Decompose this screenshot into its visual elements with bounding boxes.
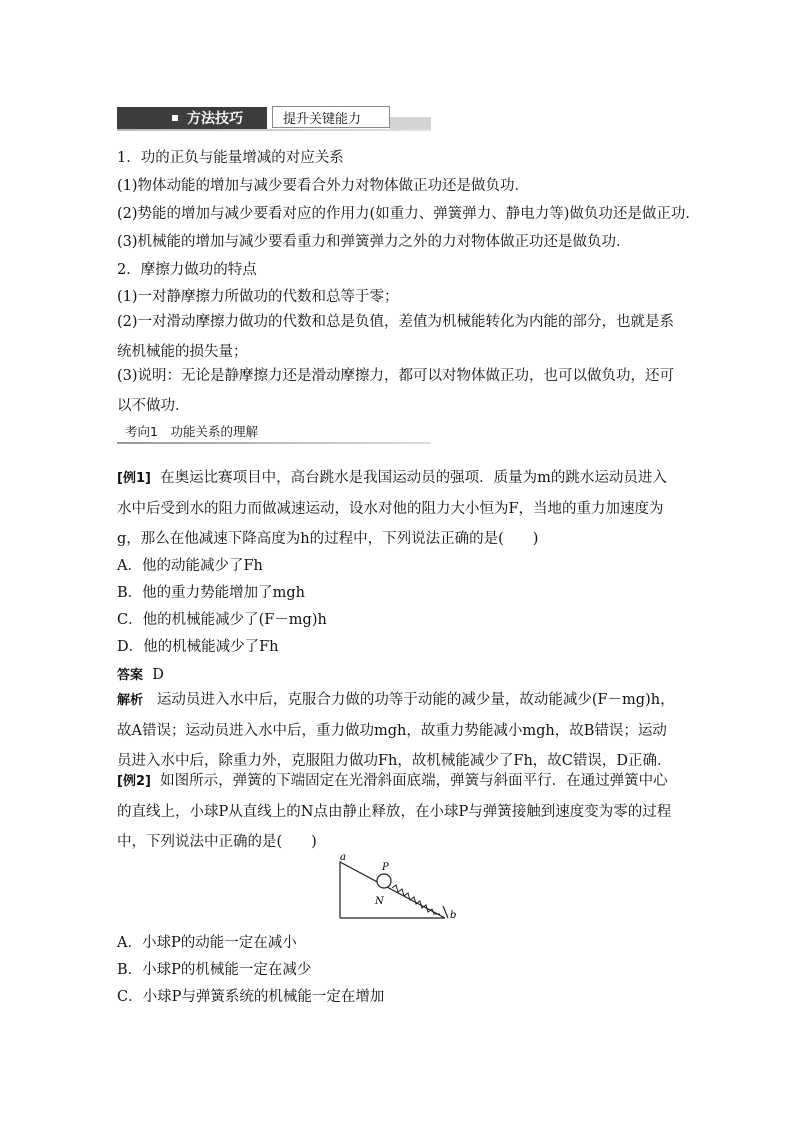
section-subtitle-box [272,106,390,128]
analysis-text: 运动员进入水中后，克服合力做的功等于动能的减少量，故动能减少(F－mg)h，故A错误；运动员进入水中后，重力做功mgh，故重力势能减小mgh，故B错误；运动员进入水中后，除重力外，克服阻力做功Fh，故机械能减少了Fh，故C错误，D正确． [117,692,675,769]
example1-option-b: B．他的重力势能增加了mgh [117,585,306,601]
answer-value: D [152,667,164,683]
direction-header [117,422,431,444]
example1-analysis [117,685,679,776]
section-title-bar [117,107,267,129]
label-a: a [340,852,346,863]
point-2-heading: 2．摩擦力做功的特点 [117,262,257,278]
example2-option-a: A．小球P的动能一定在减小 [117,935,297,951]
example1-label: [例1] [117,471,151,486]
point-1-3: (3)机械能的增加与减少要看重力和弹簧弹力之外的力对物体做正功还是做负功． [117,234,631,250]
answer-label: 答案 [117,668,144,683]
header-decor-block [390,117,431,129]
example2-option-b: B．小球P的机械能一定在减少 [117,962,312,978]
point-2-2: (2)一对滑动摩擦力做功的代数和总是负值，差值为机械能转化为内能的部分，也就是系统机械能的损失量； [117,314,675,360]
ball-p [377,874,391,888]
example2-stem: 如图所示，弹簧的下端固定在光滑斜面底端，弹簧与斜面平行．在通过弹簧中心的直线上，小球P从直线上的N点由静止释放，在小球P与弹簧接触到速度变为零的过程中，下列说法中正确的是( ) [117,773,672,850]
section-subtitle: 提升关键能力 [283,112,362,127]
point-2-3: (3)说明：无论是静摩擦力还是滑动摩擦力，都可以对物体做正功，也可以做负功，还可以不做功． [117,368,675,414]
point-1-2: (2)势能的增加与减少要看对应的作用力(如重力、弹簧弹力、静电力等)做负功还是做正功． [117,206,700,222]
direction-title: 考向1 功能关系的理解 [125,424,258,439]
section-header [117,101,431,131]
spring [392,885,440,914]
example2-block [117,766,679,857]
example1-block [117,463,679,554]
label-n: N [375,896,384,907]
example1-option-d: D．他的机械能减少了Fh [117,639,279,655]
example2-label: [例2] [117,774,151,789]
point-1-1: (1)物体动能的增加与减少要看合外力对物体做正功还是做负功． [117,178,530,194]
point-1-heading: 1．功的正负与能量增减的对应关系 [117,150,344,166]
label-p: P [382,862,389,873]
incline-spring-figure [330,852,465,922]
wall [443,906,448,918]
header-rule [117,129,431,131]
section-title: 方法技巧 [187,111,243,127]
incline-triangle [340,862,445,918]
example2-option-c: C．小球P与弹簧系统的机械能一定在增加 [117,989,385,1005]
label-b: b [450,910,457,921]
point-2-1: (1)一对静摩擦力所做功的代数和总等于零； [117,289,399,305]
direction-underline [117,442,431,444]
example1-option-a: A．他的动能减少了Fh [117,558,263,574]
example1-answer [117,665,164,686]
example1-option-c: C．他的机械能减少了(F－mg)h [117,612,327,628]
square-bullet-icon [172,115,178,121]
analysis-label: 解析 [117,693,144,708]
example1-stem: 在奥运比赛项目中，高台跳水是我国运动员的强项．质量为m的跳水运动员进入水中后受到水的阻力而做减速运动，设水对他的阻力大小恒为F，当地的重力加速度为g，那么在他减速下降高度为h的过程中，下列说法正确的是( ) [117,470,667,547]
